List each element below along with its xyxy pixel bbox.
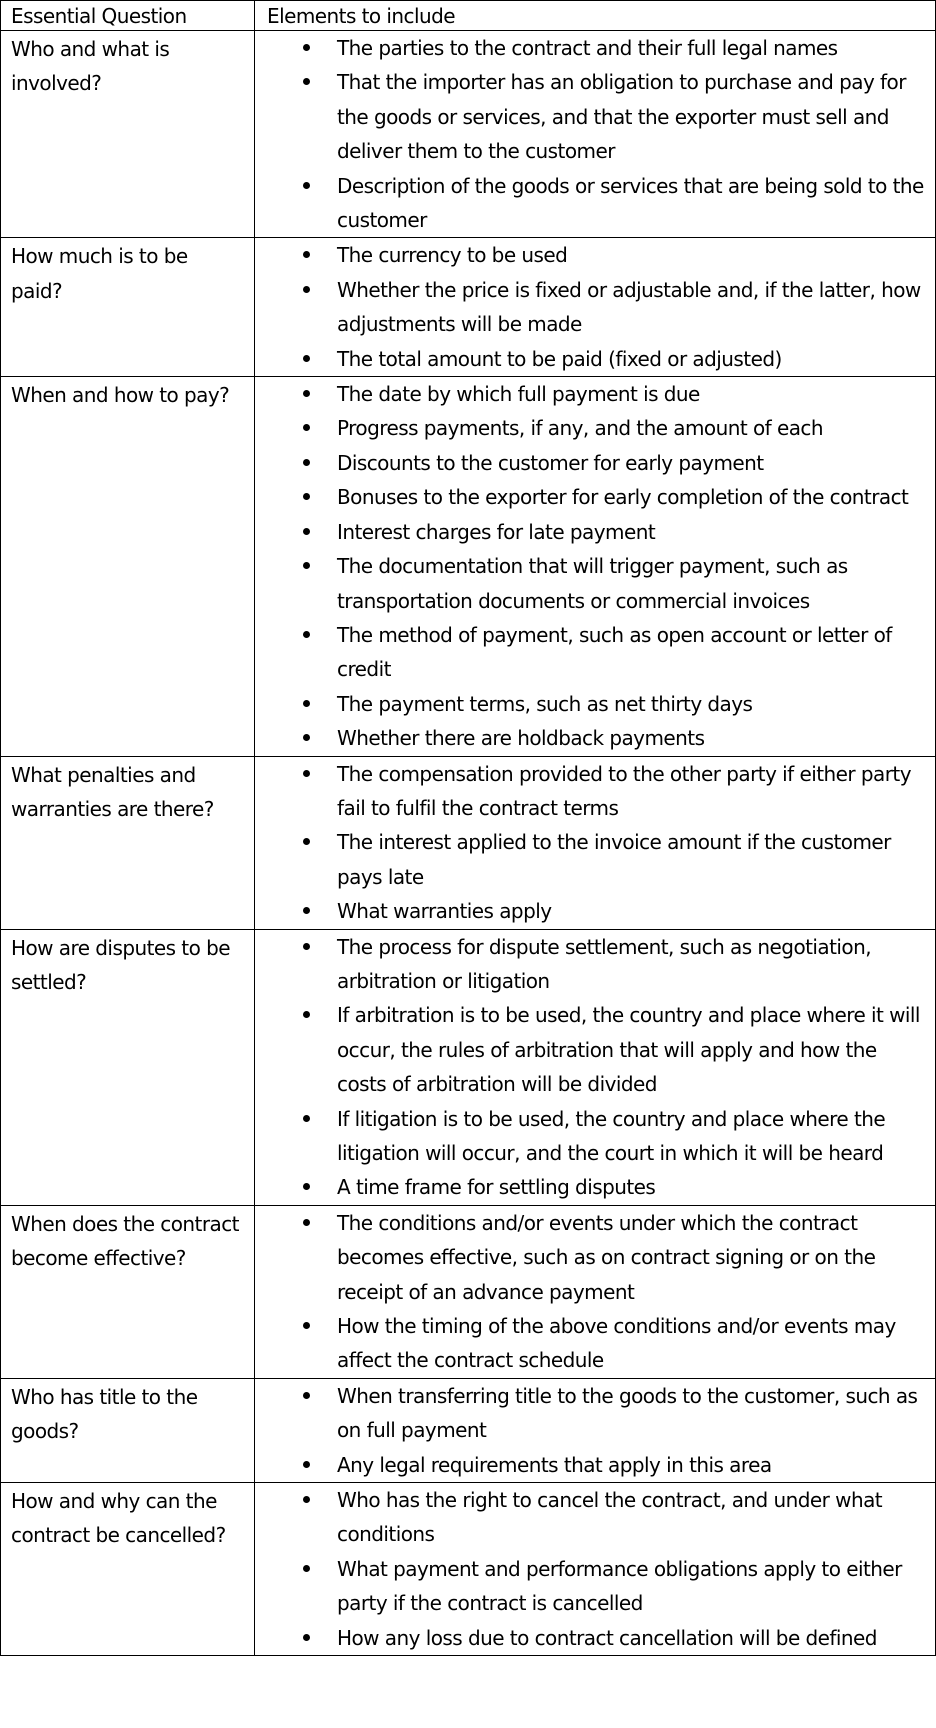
list-item-text: The currency to be used bbox=[337, 243, 568, 268]
list-item bbox=[255, 1552, 935, 1621]
bullet-icon bbox=[303, 273, 310, 307]
list-item bbox=[255, 515, 935, 549]
elements-cell bbox=[255, 238, 936, 377]
elements-list bbox=[255, 1206, 935, 1378]
table-row bbox=[1, 1378, 936, 1482]
bullet-icon bbox=[303, 757, 310, 791]
list-item-text: What warranties apply bbox=[337, 899, 552, 924]
list-item-text: When transferring title to the goods to the customer, such as on full payment bbox=[337, 1383, 918, 1443]
list-item-text: Who has the right to cancel the contract, and under what conditions bbox=[337, 1488, 883, 1547]
list-item-text: Description of the goods or services that are being sold to the customer bbox=[337, 173, 924, 233]
elements-list bbox=[255, 1379, 935, 1482]
list-item bbox=[255, 342, 935, 376]
list-item bbox=[255, 687, 935, 721]
list-item bbox=[255, 1448, 935, 1482]
table-row bbox=[1, 1205, 936, 1378]
list-item bbox=[255, 825, 935, 894]
table-row bbox=[1, 929, 936, 1205]
list-item bbox=[255, 169, 935, 238]
elements-list bbox=[255, 1483, 935, 1655]
elements-list bbox=[255, 930, 935, 1205]
list-item bbox=[255, 1621, 935, 1655]
list-item-text: The method of payment, such as open account or letter of credit bbox=[337, 622, 892, 682]
header-elements-to-include: Elements to include bbox=[255, 1, 936, 31]
bullet-icon bbox=[303, 825, 310, 859]
list-item-text: Interest charges for late payment bbox=[337, 519, 656, 544]
list-item-text: Discounts to the customer for early payment bbox=[337, 450, 764, 475]
list-item-text: The process for dispute settlement, such as negotiation, arbitration or litigation bbox=[337, 934, 872, 993]
list-item-text: The interest applied to the invoice amount if the customer pays late bbox=[337, 830, 891, 889]
list-item-text: Bonuses to the exporter for early completion of the contract bbox=[337, 485, 909, 510]
list-item-text: The payment terms, such as net thirty days bbox=[337, 691, 753, 716]
bullet-icon bbox=[303, 1170, 310, 1204]
bullet-icon bbox=[303, 65, 310, 99]
bullet-icon bbox=[303, 1206, 310, 1240]
essential-question-cell: Who and what is involved? bbox=[1, 31, 255, 238]
list-item bbox=[255, 1206, 935, 1309]
bullet-icon bbox=[303, 515, 310, 549]
essential-question-cell: How much is to be paid? bbox=[1, 238, 255, 377]
list-item bbox=[255, 1102, 935, 1171]
bullet-icon bbox=[303, 721, 310, 755]
list-item bbox=[255, 757, 935, 826]
list-item bbox=[255, 411, 935, 445]
bullet-icon bbox=[303, 1621, 310, 1655]
elements-cell bbox=[255, 1483, 936, 1656]
elements-list bbox=[255, 31, 935, 237]
bullet-icon bbox=[303, 480, 310, 514]
list-item bbox=[255, 930, 935, 999]
list-item bbox=[255, 65, 935, 168]
list-item bbox=[255, 446, 935, 480]
bullet-icon bbox=[303, 446, 310, 480]
list-item-text: What payment and performance obligations apply to either party if the contract is cancelled bbox=[337, 1556, 902, 1616]
bullet-icon bbox=[303, 687, 310, 721]
list-item-text: The date by which full payment is due bbox=[337, 382, 700, 407]
list-item-text: Any legal requirements that apply in this area bbox=[337, 1452, 772, 1477]
list-item bbox=[255, 894, 935, 928]
list-item bbox=[255, 377, 935, 411]
bullet-icon bbox=[303, 169, 310, 203]
list-item-text: If litigation is to be used, the country and place where the litigation will occur, and the court in which it will be heard bbox=[337, 1106, 886, 1165]
list-item-text: Progress payments, if any, and the amount of each bbox=[337, 416, 823, 441]
essential-question-cell: When and how to pay? bbox=[1, 377, 255, 756]
list-item-text: Whether the price is fixed or adjustable and, if the latter, how adjustments will be made bbox=[337, 277, 921, 337]
bullet-icon bbox=[303, 549, 310, 583]
bullet-icon bbox=[303, 1379, 310, 1413]
list-item-text: The documentation that will trigger payment, such as transportation documents or commercial invoices bbox=[337, 554, 848, 613]
list-item-text: Whether there are holdback payments bbox=[337, 726, 705, 751]
list-item-text: How any loss due to contract cancellation will be defined bbox=[337, 1625, 877, 1650]
list-item bbox=[255, 1483, 935, 1552]
bullet-icon bbox=[303, 998, 310, 1032]
bullet-icon bbox=[303, 930, 310, 964]
table-header-row bbox=[1, 1, 936, 31]
bullet-icon bbox=[303, 1102, 310, 1136]
list-item bbox=[255, 480, 935, 514]
list-item-text: How the timing of the above conditions and/or events may affect the contract schedule bbox=[337, 1314, 896, 1373]
list-item bbox=[255, 1379, 935, 1448]
table-row bbox=[1, 1483, 936, 1656]
elements-cell bbox=[255, 929, 936, 1205]
list-item bbox=[255, 238, 935, 272]
bullet-icon bbox=[303, 31, 310, 65]
list-item-text: The compensation provided to the other party if either party fail to fulfil the contract terms bbox=[337, 761, 911, 820]
essential-question-cell: How and why can the contract be cancelled? bbox=[1, 1483, 255, 1656]
bullet-icon bbox=[303, 377, 310, 411]
list-item bbox=[255, 273, 935, 342]
list-item bbox=[255, 31, 935, 65]
bullet-icon bbox=[303, 894, 310, 928]
list-item bbox=[255, 1170, 935, 1204]
elements-cell bbox=[255, 1378, 936, 1482]
list-item-text: A time frame for settling disputes bbox=[337, 1175, 656, 1200]
essential-question-cell: Who has title to the goods? bbox=[1, 1378, 255, 1482]
list-item-text: The conditions and/or events under which the contract becomes effective, such as on contract signing or on the receipt of an advance payment bbox=[337, 1210, 876, 1304]
bullet-icon bbox=[303, 342, 310, 376]
elements-cell bbox=[255, 756, 936, 929]
list-item-text: The parties to the contract and their full legal names bbox=[337, 36, 838, 60]
elements-list bbox=[255, 757, 935, 929]
list-item bbox=[255, 998, 935, 1101]
elements-list bbox=[255, 377, 935, 755]
elements-cell bbox=[255, 31, 936, 238]
elements-cell bbox=[255, 377, 936, 756]
bullet-icon bbox=[303, 1483, 310, 1517]
table-row bbox=[1, 238, 936, 377]
list-item bbox=[255, 618, 935, 687]
elements-list bbox=[255, 238, 935, 376]
bullet-icon bbox=[303, 1309, 310, 1343]
essential-question-cell: How are disputes to be settled? bbox=[1, 929, 255, 1205]
bullet-icon bbox=[303, 1552, 310, 1586]
list-item-text: If arbitration is to be used, the country and place where it will occur, the rules of arbitration that will apply and how the costs of arbitration will be divided bbox=[337, 1003, 920, 1097]
bullet-icon bbox=[303, 1448, 310, 1482]
list-item-text: The total amount to be paid (fixed or adjusted) bbox=[337, 346, 782, 371]
header-essential-question: Essential Question bbox=[1, 1, 255, 31]
list-item bbox=[255, 721, 935, 755]
table-row bbox=[1, 756, 936, 929]
essential-question-cell: What penalties and warranties are there? bbox=[1, 756, 255, 929]
essential-question-cell: When does the contract become effective? bbox=[1, 1205, 255, 1378]
bullet-icon bbox=[303, 238, 310, 272]
list-item bbox=[255, 1309, 935, 1378]
table-row bbox=[1, 377, 936, 756]
bullet-icon bbox=[303, 411, 310, 445]
bullet-icon bbox=[303, 618, 310, 652]
elements-cell bbox=[255, 1205, 936, 1378]
list-item-text: That the importer has an obligation to purchase and pay for the goods or services, and that the exporter must sell and deliver them to the customer bbox=[337, 70, 906, 164]
list-item bbox=[255, 549, 935, 618]
table-row bbox=[1, 31, 936, 238]
